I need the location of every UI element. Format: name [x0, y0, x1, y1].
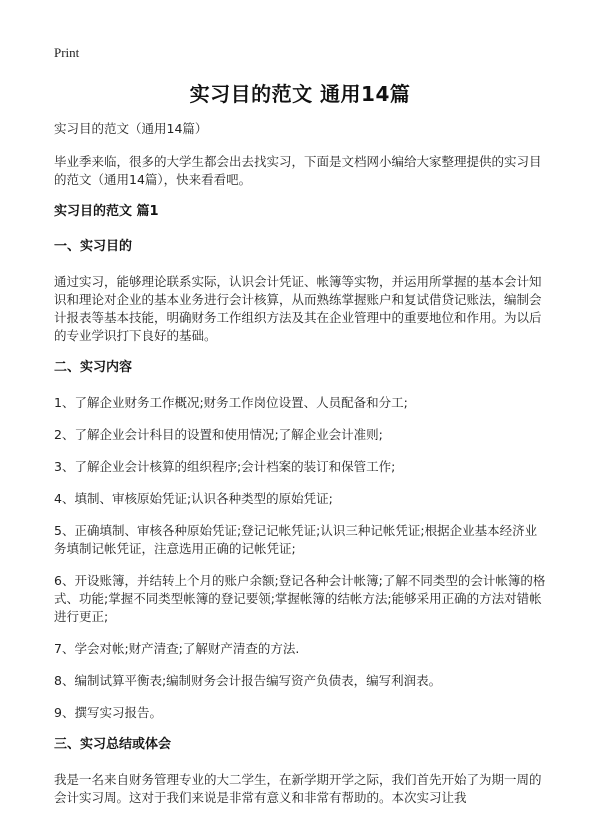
- section-heading-content: 二、实习内容: [54, 360, 133, 375]
- list-item: 8、编制试算平衡表;编制财务会计报告编写资产负债表，编写利润表。: [54, 673, 442, 688]
- document-subtitle: 实习目的范文（通用14篇）: [54, 121, 208, 136]
- content-list: [54, 394, 546, 722]
- intro-paragraph: 毕业季来临，很多的大学生都会出去找实习，下面是文档网小编给大家整理提供的实习目的范文（通用14篇），快来看看吧。: [54, 154, 542, 187]
- list-item: 5、正确填制、审核各种原始凭证;登记记帐凭证;认识三种记帐凭证;根据企业基本经济业务填制记帐凭证，注意选用正确的记帐凭证;: [54, 523, 538, 556]
- section-heading-purpose: 一、实习目的: [54, 239, 133, 254]
- article-heading: 实习目的范文 篇1: [54, 204, 159, 219]
- list-item: 1、了解企业财务工作概况;财务工作岗位设置、人员配备和分工;: [54, 395, 408, 410]
- list-item: 4、填制、审核原始凭证;认识各种类型的原始凭证;: [54, 491, 333, 506]
- section-body-summary: 我是一名来自财务管理专业的大二学生，在新学期开学之际，我们首先开始了为期一周的会计实习周。这对于我们来说是非常有意义和非常有帮助的。本次实习让我: [54, 772, 542, 805]
- section-heading-summary: 三、实习总结或体会: [54, 737, 172, 752]
- list-item: 7、学会对帐;财产清查;了解财产清查的方法.: [54, 641, 300, 656]
- list-item: 3、了解企业会计核算的组织程序;会计档案的装订和保管工作;: [54, 459, 396, 474]
- list-item: 2、了解企业会计科目的设置和使用情况;了解企业会计准则;: [54, 427, 383, 442]
- page-title: 实习目的范文 通用14篇: [189, 82, 411, 106]
- document-body: [54, 120, 546, 821]
- section-body-purpose: 通过实习，能够理论联系实际，认识会计凭证、帐簿等实物，并运用所掌握的基本会计知识和理论对企业的基本业务进行会计核算，从而熟练掌握账户和复试借贷记账法，编制会计报表等基本技能，明确财务工作组织方法及其在企业管理中的重要地位和作用。为以后的专业学识打下良好的基础。: [54, 274, 542, 343]
- list-item: 9、撰写实习报告。: [54, 705, 162, 720]
- list-item: 6、开设账簿，并结转上个月的账户余额;登记各种会计帐簿;了解不同类型的会计帐簿的格式、功能;掌握不同类型帐簿的登记要领;掌握帐簿的结帐方法;能够采用正确的方法对错帐进行更正;: [54, 573, 546, 624]
- print-link[interactable]: Print: [54, 45, 80, 60]
